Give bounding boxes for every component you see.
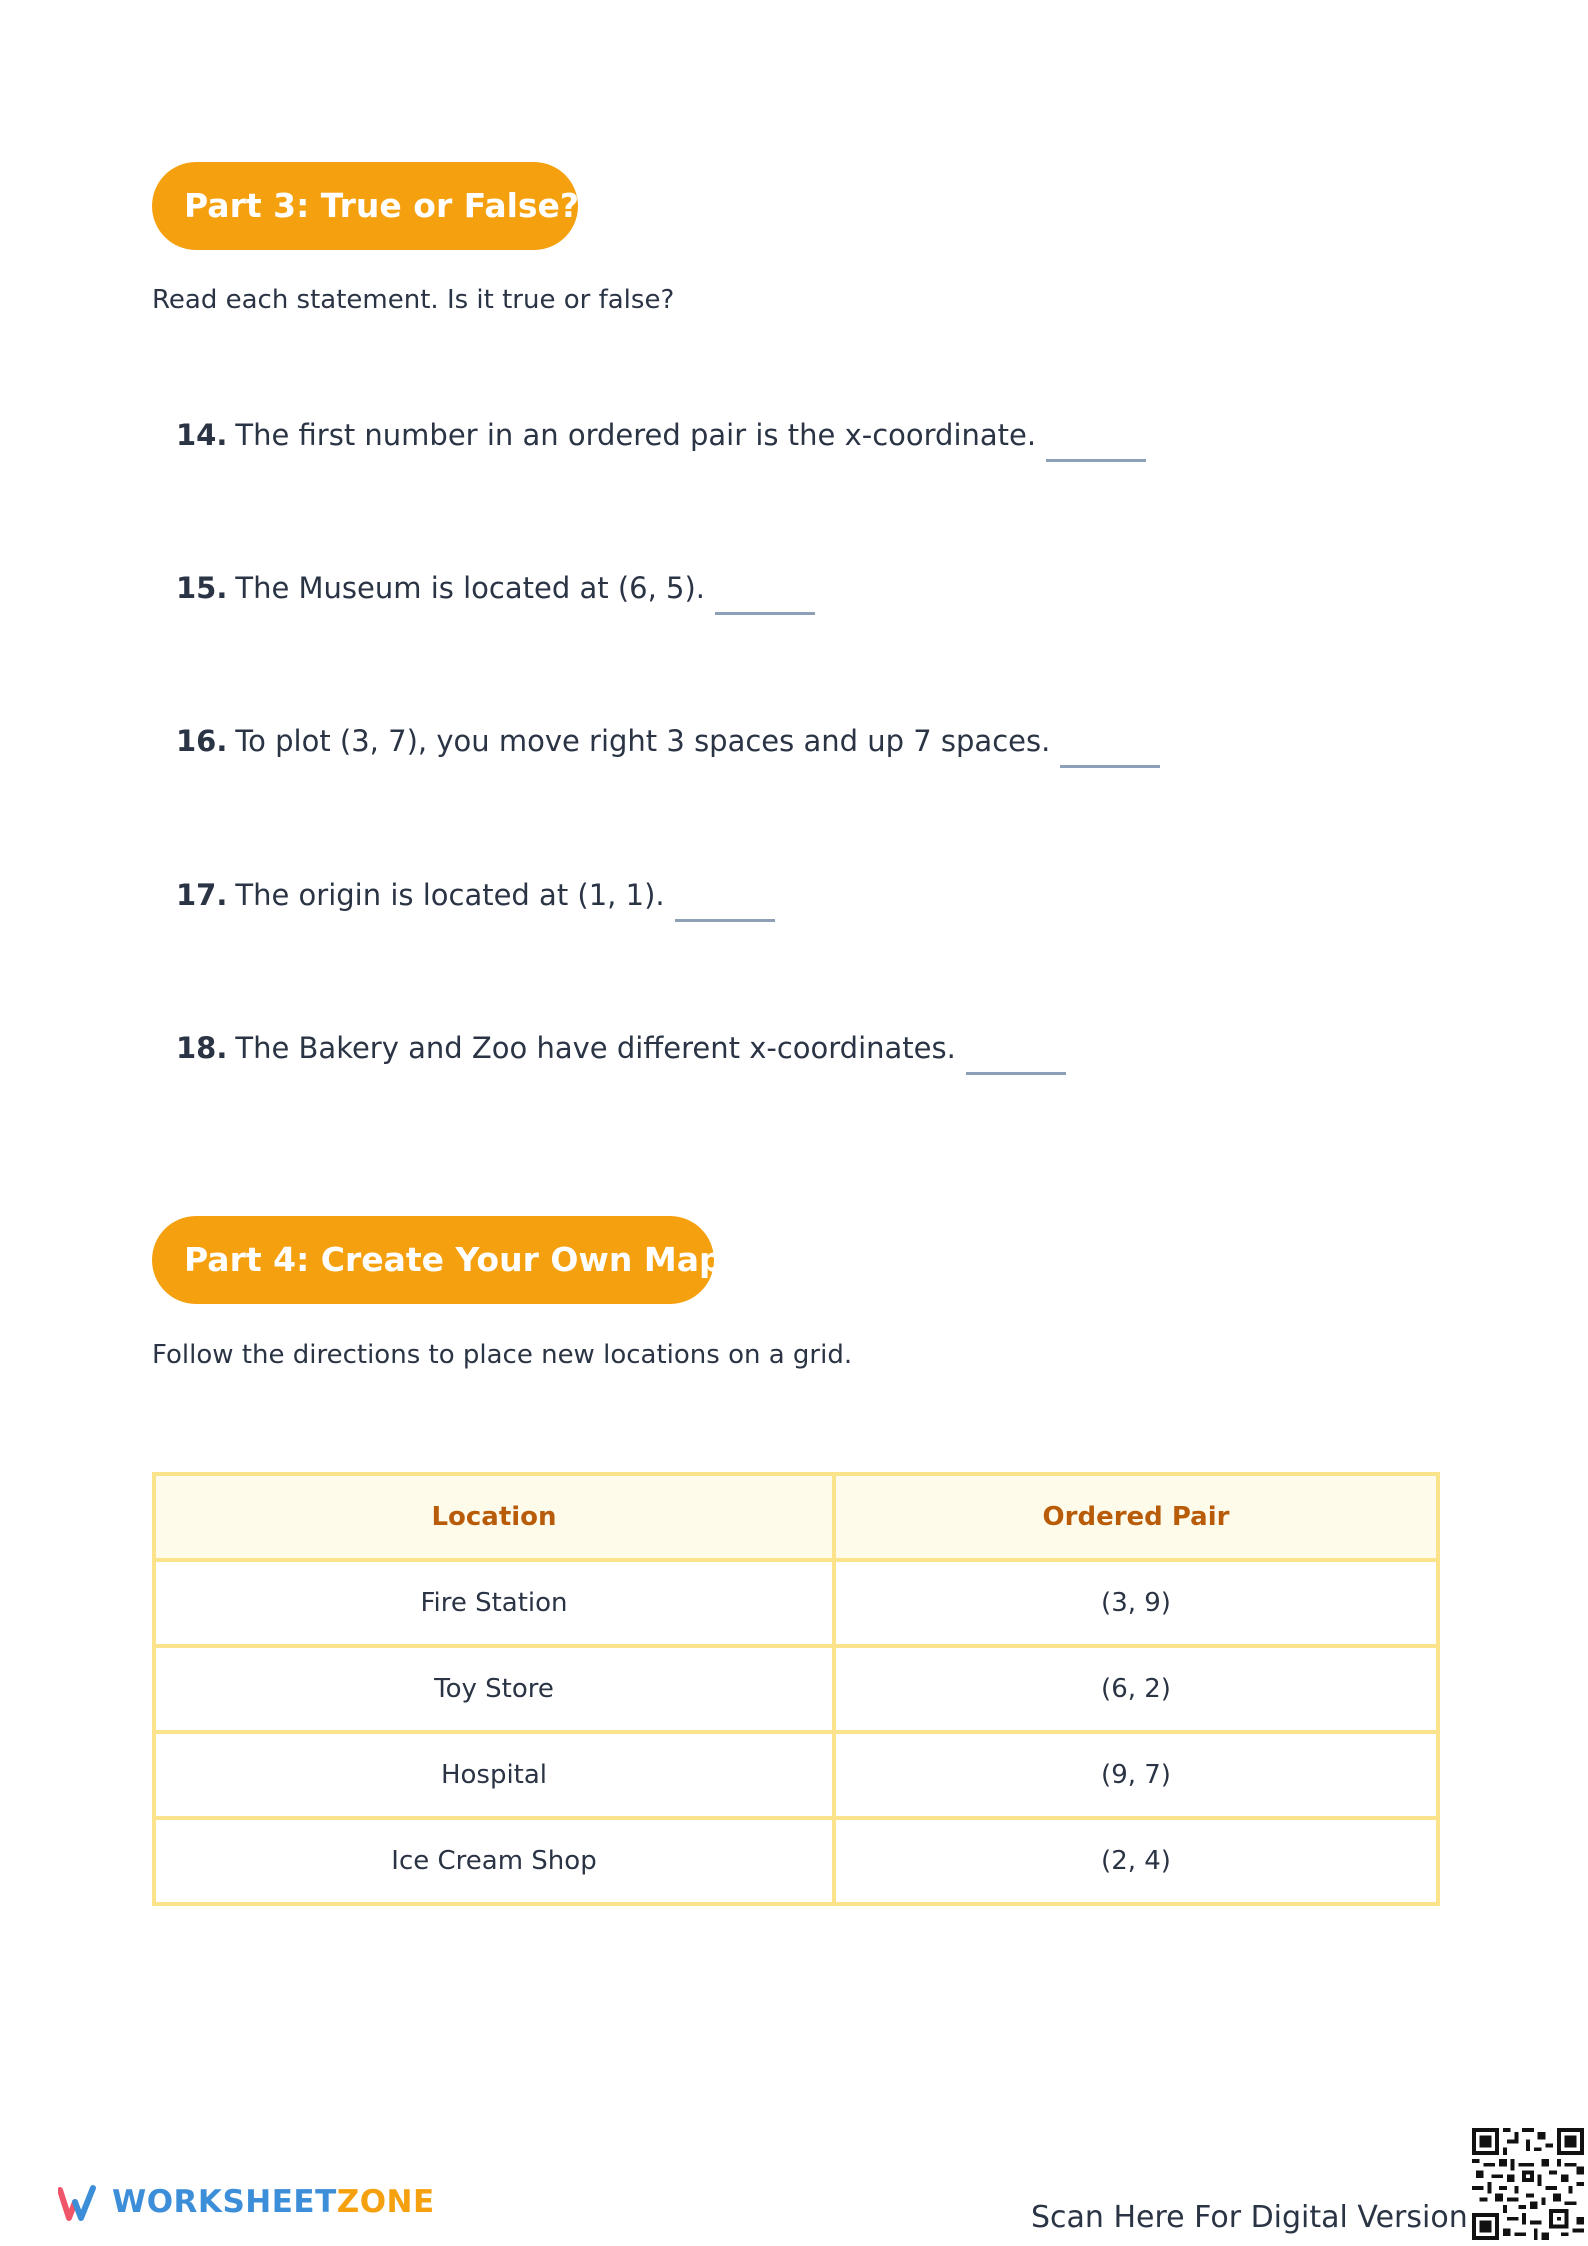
question-14 (176, 418, 1146, 452)
scan-text: Scan Here For Digital Version (1031, 2200, 1468, 2235)
question-text: The Bakery and Zoo have different x-coordinates. (235, 1031, 956, 1065)
question-number: 14. (176, 418, 228, 452)
part3-instruction: Read each statement. Is it true or false? (152, 285, 675, 315)
brand-name (112, 2184, 435, 2220)
ordered-pair-cell: (9, 7) (834, 1732, 1438, 1818)
question-text: The Museum is located at (6, 5). (235, 571, 706, 605)
answer-blank[interactable] (966, 1072, 1066, 1075)
table-row (154, 1646, 1438, 1732)
column-header-ordered-pair: Ordered Pair (834, 1474, 1438, 1560)
question-number: 18. (176, 1031, 228, 1065)
question-text: The origin is located at (1, 1). (235, 878, 665, 912)
question-text: The first number in an ordered pair is the x-coordinate. (235, 418, 1037, 452)
ordered-pair-cell: (2, 4) (834, 1818, 1438, 1904)
ordered-pair-cell: (3, 9) (834, 1560, 1438, 1646)
question-text: To plot (3, 7), you move right 3 spaces and up 7 spaces. (235, 724, 1051, 758)
question-number: 15. (176, 571, 228, 605)
question-15 (176, 571, 815, 605)
answer-blank[interactable] (675, 919, 775, 922)
locations-table (152, 1472, 1440, 1906)
question-number: 17. (176, 878, 228, 912)
location-cell: Toy Store (154, 1646, 834, 1732)
part4-instruction: Follow the directions to place new locations on a grid. (152, 1340, 853, 1370)
answer-blank[interactable] (1060, 765, 1160, 768)
table-row (154, 1560, 1438, 1646)
answer-blank[interactable] (1046, 459, 1146, 462)
question-17 (176, 878, 775, 912)
answer-blank[interactable] (715, 612, 815, 615)
location-cell: Ice Cream Shop (154, 1818, 834, 1904)
table-row (154, 1818, 1438, 1904)
part4-title: Part 4: Create Your Own Map (152, 1216, 714, 1304)
question-18 (176, 1031, 1066, 1065)
part3-title: Part 3: True or False? (152, 162, 578, 250)
qr-code-icon[interactable] (1472, 2128, 1584, 2240)
location-cell: Hospital (154, 1732, 834, 1818)
table-header-row (154, 1474, 1438, 1560)
ordered-pair-cell: (6, 2) (834, 1646, 1438, 1732)
worksheetzone-w-icon (58, 2182, 98, 2222)
location-cell: Fire Station (154, 1560, 834, 1646)
column-header-location: Location (154, 1474, 834, 1560)
question-16 (176, 724, 1160, 758)
table-row (154, 1732, 1438, 1818)
brand-word-worksheet: WORKSHEET (112, 2184, 337, 2220)
footer-logo[interactable] (58, 2182, 435, 2222)
brand-word-zone: ZONE (336, 2184, 435, 2220)
question-number: 16. (176, 724, 228, 758)
